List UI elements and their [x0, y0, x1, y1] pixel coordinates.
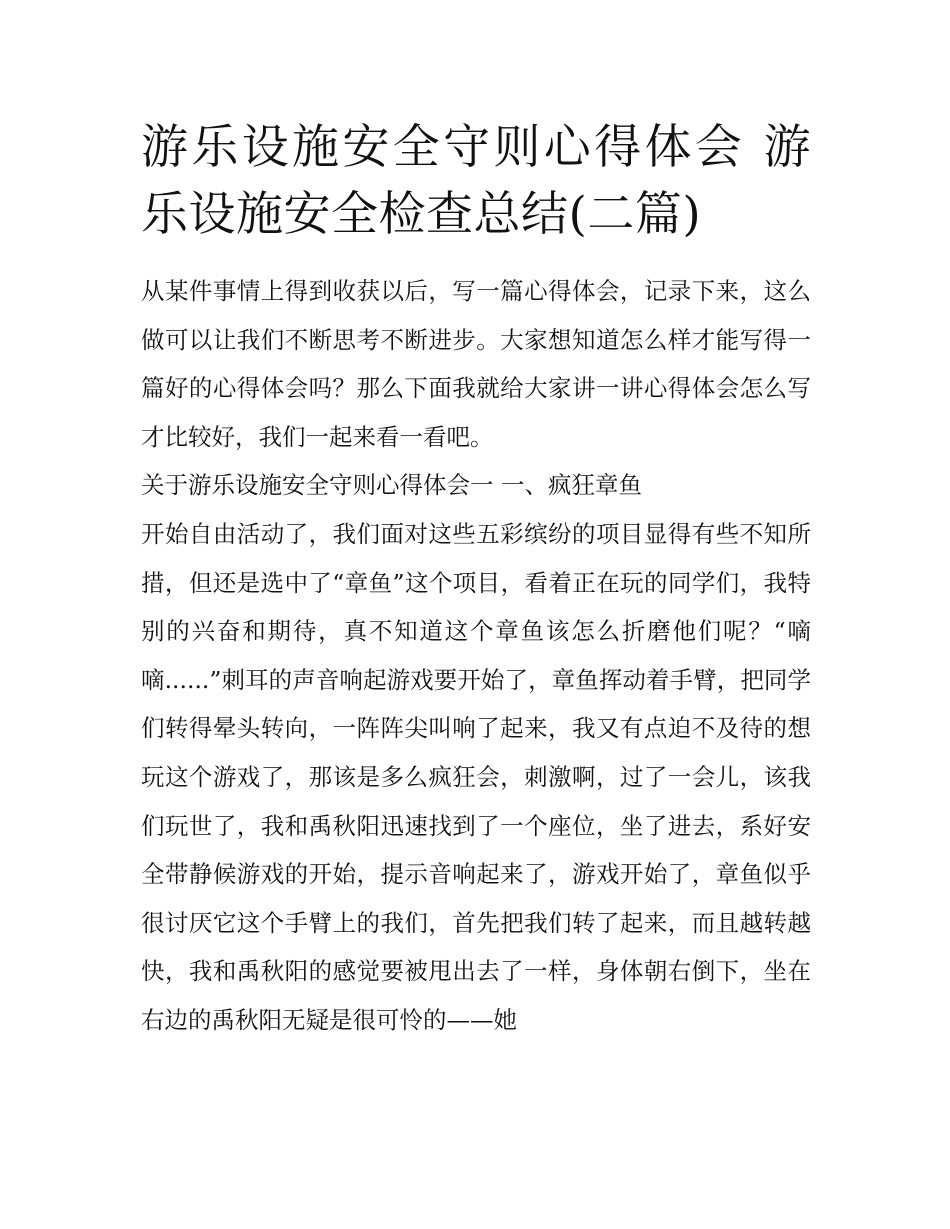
intro-paragraph: 从某件事情上得到收获以后，写一篇心得体会，记录下来，这么做可以让我们不断思考不断进步。大家想知道怎么样才能写得一篇好的心得体会吗？那么下面我就给大家讲一讲心得体会怎么写才比较好，我们一起来看一看吧。 [141, 277, 811, 451]
section-heading: 关于游乐设施安全守则心得体会一 一、疯狂章鱼 [141, 471, 642, 500]
document-title: 游乐设施安全守则心得体会 游乐设施安全检查总结(二篇) [141, 120, 811, 242]
document-body [141, 267, 811, 1045]
document-page [141, 114, 811, 1045]
body-paragraph: 开始自由活动了，我们面对这些五彩缤纷的项目显得有些不知所措，但还是选中了“章鱼”这个项目，看着正在玩的同学们，我特别的兴奋和期待，真不知道这个章鱼该怎么折磨他们呢？“嘀嘀......”刺耳的声音响起游戏要开始了，章鱼挥动着手臂，把同学们转得晕头转向，一阵阵尖叫响了起来，我又有点迫不及待的想玩这个游戏了，那该是多么疯狂会，刺激啊，过了一会儿，该我们玩世了，我和禹秋阳迅速找到了一个座位，坐了进去，系好安全带静候游戏的开始，提示音响起来了，游戏开始了，章鱼似乎很讨厌它这个手臂上的我们，首先把我们转了起来，而且越转越快，我和禹秋阳的感觉要被甩出去了一样，身体朝右倒下，坐在右边的禹秋阳无疑是很可怜的——她 [141, 519, 811, 1034]
